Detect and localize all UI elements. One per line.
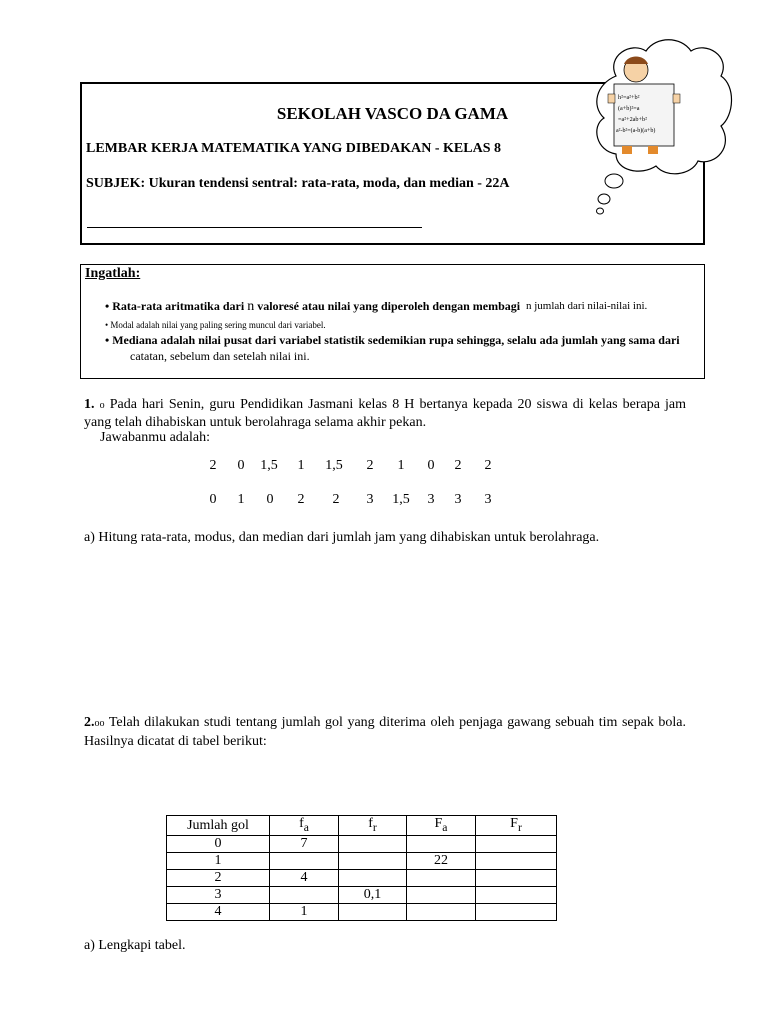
question-1-marker: o xyxy=(99,400,105,411)
cloud-line-4: a²-b²=(a-b)(a+b) xyxy=(616,128,656,134)
data-value: 2 xyxy=(484,458,492,473)
table-cell xyxy=(339,869,407,886)
data-value: 0 xyxy=(266,492,274,507)
table-cell: 1 xyxy=(167,852,270,869)
data-value: 1 xyxy=(297,458,305,473)
table-cell: 22 xyxy=(407,852,476,869)
table-cell xyxy=(339,852,407,869)
table-cell xyxy=(476,835,557,852)
data-value: 1,5 xyxy=(260,458,278,473)
table-cell xyxy=(270,886,339,903)
bullet-dot: • xyxy=(105,320,109,330)
data-value: 2 xyxy=(366,458,374,473)
table-cell xyxy=(339,903,407,920)
data-value: 3 xyxy=(454,492,462,507)
table-cell xyxy=(476,903,557,920)
bullet-mode-text: Modal adalah nilai yang paling sering muncul dari variabel. xyxy=(110,320,326,330)
table-cell: 3 xyxy=(167,886,270,903)
data-value: 0 xyxy=(209,492,217,507)
subject-line: SUBJEK: Ukuran tendensi sentral: rata-rata, moda, dan median - 22A xyxy=(86,176,510,191)
bullet-mean xyxy=(105,299,520,315)
sheet-title: LEMBAR KERJA MATEMATIKA YANG DIBEDAKAN - KELAS 8 xyxy=(86,141,501,156)
table-cell xyxy=(476,869,557,886)
data-value: 2 xyxy=(454,458,462,473)
question-2-text: Telah dilakukan studi tentang jumlah gol yang diterima oleh penjaga gawang sebuah tim sepak bola. Hasilnya dicatat di tabel berikut: xyxy=(84,715,686,749)
data-value: 2 xyxy=(332,492,340,507)
bullet-mean-post: valoresé atau nilai yang diperoleh dengan membagi xyxy=(257,299,521,313)
data-value: 0 xyxy=(427,458,435,473)
table-cell xyxy=(407,903,476,920)
thought-cloud-illustration xyxy=(586,36,736,216)
table-cell: 7 xyxy=(270,835,339,852)
question-2-marker: oo xyxy=(94,718,105,729)
table-header: $F_r$ xyxy=(476,816,557,836)
question-2 xyxy=(84,714,686,751)
table-header: Jumlah gol xyxy=(167,816,270,836)
data-value: 2 xyxy=(209,458,217,473)
table-row xyxy=(167,903,557,920)
bullet-median-text: Mediana adalah nilai pusat dari variabel statistik sedemikian rupa sehingga, selalu ada jumlah yang sama dari xyxy=(112,333,680,347)
table-cell xyxy=(476,852,557,869)
bullet-median-continued: catatan, sebelum dan setelah nilai ini. xyxy=(130,349,310,363)
answer-label: Jawabanmu adalah: xyxy=(100,430,211,445)
table-header-row xyxy=(167,816,557,836)
question-1-number: 1. xyxy=(84,397,95,412)
table-cell: 1 xyxy=(270,903,339,920)
cloud-line-1: h²=a²+b² xyxy=(618,94,640,101)
frequency-table xyxy=(166,815,557,921)
bullet-mean-tail: n jumlah dari nilai-nilai ini. xyxy=(526,300,648,312)
bullet-dot: • xyxy=(105,299,110,313)
remember-title: Ingatlah: xyxy=(85,266,141,281)
table-header: $f_r$ xyxy=(339,816,407,836)
question-2-number: 2. xyxy=(84,715,95,730)
bullet-mean-pre: Rata-rata aritmatika dari xyxy=(112,299,245,313)
bullet-median xyxy=(105,333,705,348)
data-value: 3 xyxy=(366,492,374,507)
table-row xyxy=(167,852,557,869)
data-value: 3 xyxy=(427,492,435,507)
table-cell xyxy=(339,835,407,852)
data-value: 1 xyxy=(237,492,245,507)
table-cell xyxy=(407,835,476,852)
table-cell xyxy=(476,886,557,903)
table-cell xyxy=(270,852,339,869)
table-row xyxy=(167,886,557,903)
school-name: SEKOLAH VASCO DA GAMA xyxy=(276,104,509,123)
question-1-part-a: a) Hitung rata-rata, modus, dan median dari jumlah jam yang dihabiskan untuk berolahraga. xyxy=(84,530,600,545)
name-line xyxy=(87,227,422,228)
table-header: $F_a$ xyxy=(407,816,476,836)
table-cell: 2 xyxy=(167,869,270,886)
data-value: 2 xyxy=(297,492,305,507)
data-value: 3 xyxy=(484,492,492,507)
data-value: 1,5 xyxy=(325,458,343,473)
cloud-line-2: (a+b)²=a xyxy=(618,105,640,112)
question-2-part-a: a) Lengkapi tabel. xyxy=(84,938,186,953)
bullet-mean-n: n xyxy=(247,299,255,314)
data-value: 0 xyxy=(237,458,245,473)
data-value: 1 xyxy=(397,458,405,473)
question-1-text: Pada hari Senin, guru Pendidikan Jasmani kelas 8 H bertanya kepada 20 siswa di kelas berapa jam yang telah dihabiskan untuk berolahraga selama akhir pekan. xyxy=(84,397,687,430)
table-cell: 0,1 xyxy=(339,886,407,903)
table-cell: 4 xyxy=(167,903,270,920)
bullet-dot: • xyxy=(105,333,110,347)
table-cell xyxy=(407,886,476,903)
cloud-line-3: =a²+2ab+b² xyxy=(618,116,647,123)
question-1 xyxy=(84,396,686,431)
table-cell xyxy=(407,869,476,886)
table-row xyxy=(167,835,557,852)
table-cell: 4 xyxy=(270,869,339,886)
table-row xyxy=(167,869,557,886)
data-value: 1,5 xyxy=(392,492,410,507)
table-header: $f_a$ xyxy=(270,816,339,836)
bullet-mode xyxy=(105,320,326,330)
remember-box xyxy=(80,264,705,379)
table-cell: 0 xyxy=(167,835,270,852)
